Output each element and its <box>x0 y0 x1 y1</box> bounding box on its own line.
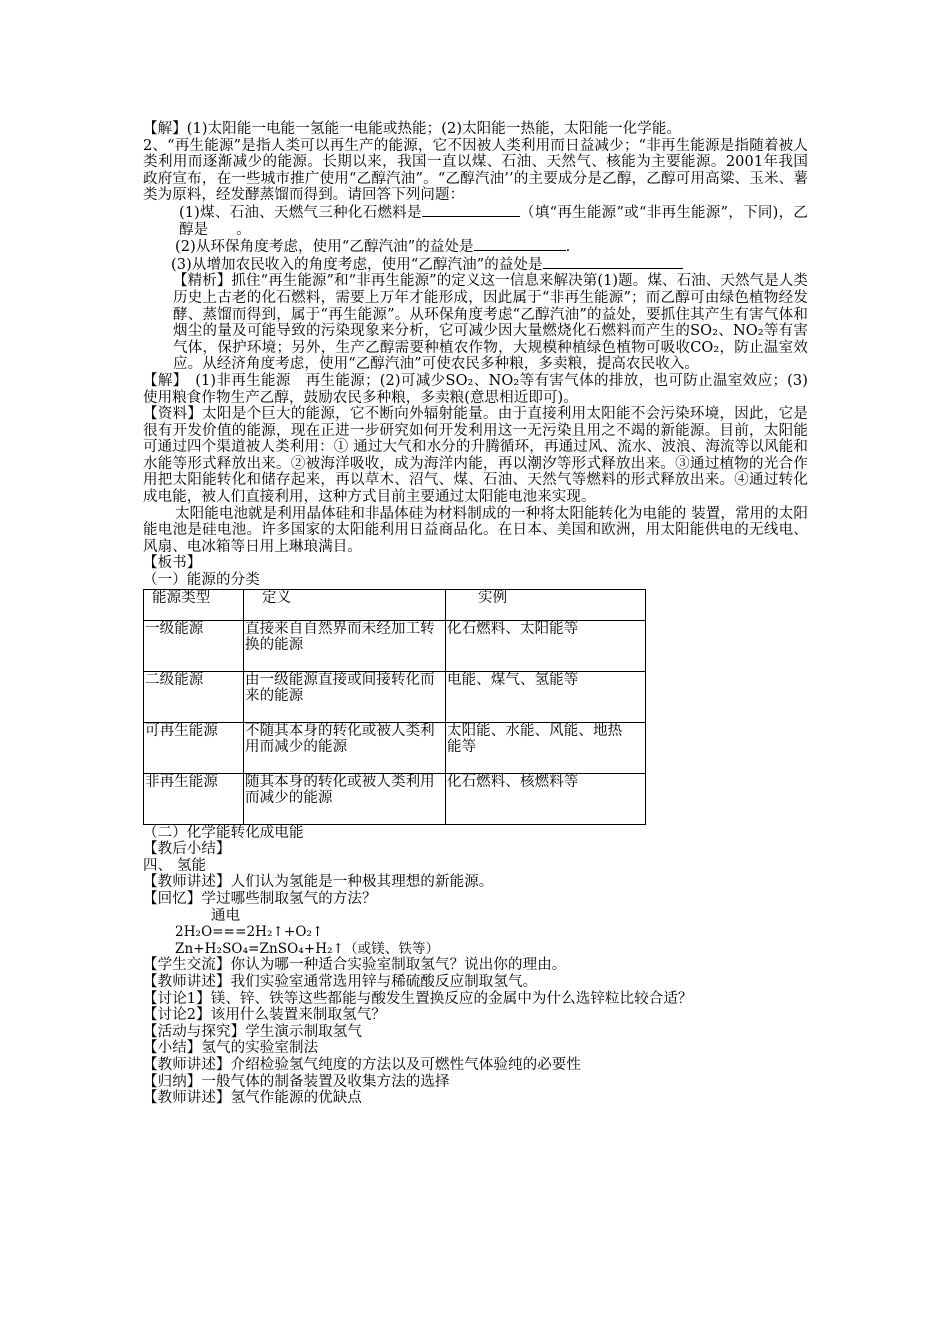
answer-blank <box>422 204 520 217</box>
table-cell: 太阳能、水能、风能、地热 能等 <box>445 722 645 773</box>
table-cell: 二级能源 <box>144 671 244 722</box>
section-1-heading: （一）能源的分类 <box>143 572 260 589</box>
table-cell: 可再生能源 <box>144 722 244 773</box>
question-2-part-3: (3)从增加农民收入的角度考虑，使用“乙醇汽油”的益处是 <box>143 256 808 274</box>
answer-blank <box>208 222 236 234</box>
table-header-cell: 能源类型 <box>144 589 244 620</box>
closing-line: 【教师讲述】介绍检验氢气纯度的方法以及可燃性气体验纯的必要性 <box>143 1056 581 1073</box>
answer-1: 【解】(1)太阳能一电能一氢能一电能或热能；(2)太阳能一热能，太阳能一化学能。 <box>143 121 682 137</box>
energy-classification-table <box>143 589 646 825</box>
post-lesson-summary: 【教后小结】 <box>143 841 231 858</box>
equation-1: 2H₂O===2H₂↑+O₂↑ <box>175 924 324 941</box>
question-2-part-2: (2)从环保角度考虑，使用“乙醇汽油”的益处是 . <box>175 239 571 256</box>
table-row <box>144 620 646 671</box>
section-4-heading: 四、 氢能 <box>143 857 207 874</box>
closing-line: 【讨论2】该用什么装置来制取氢气？ <box>143 1007 386 1024</box>
table-header-row <box>144 589 646 620</box>
document-page <box>143 121 808 1107</box>
closing-line: 【教师讲述】氢气作能源的优缺点 <box>143 1090 362 1107</box>
solar-cell-paragraph: 太阳能电池就是利用晶体硅和非晶体硅为材料制成的一种将太阳能转化为电能的 装置，常用的太阳能电池是硅电池。许多国家的太阳能利用日益商品化。在日本、美国和欧洲，用太阳能供电的无线电、风扇、电冰箱等日用上琳琅满目。 <box>143 505 808 555</box>
closing-line: 【教师讲述】我们实验室通常选用锌与稀硫酸反应制取氢气。 <box>143 973 538 990</box>
section-2-heading: （二）化学能转化成电能 <box>143 824 304 841</box>
question-2-intro: 2、“再生能源”是指人类可以再生产的能源，它不因被人类利用而日益减少；“非再生能源是指随着被人类利用而逐渐减少的能源。长期以来，我国一直以煤、石油、天然气、核能为主要能源。2001年我国政府宣布，在一些城市推广使用“乙醇汽油”。“乙醇汽油’’的主要成分是乙醇，乙醇可用高粱、玉米、薯类为原料，经发酵蒸馏而得到。请回答下列问题： <box>143 137 808 204</box>
recall-line: 【回忆】学过哪些制取氢气的方法？ <box>143 891 377 907</box>
table-header-cell: 实例 <box>445 589 645 620</box>
table-row <box>144 773 646 824</box>
table-cell: 非再生能源 <box>144 773 244 824</box>
closing-line: 【小结】氢气的实验室制法 <box>143 1040 319 1057</box>
table-header-cell: 定义 <box>243 589 445 620</box>
answer-2: 【解】 (1)非再生能源 再生能源；(2)可减少SO₂、NO₂等有害气体的排放，也可防止温室效应；(3)使用粮食作物生产乙醇，鼓励农民多种粮，多卖粮(意思相近即可)。 <box>143 372 808 406</box>
teacher-talk-1: 【教师讲述】人们认为氢能是一种极其理想的新能源。 <box>143 874 494 891</box>
material-paragraph: 【资料】太阳是个巨大的能源，它不断向外辐射能量。由于直接利用太阳能不会污染环境，因此，它是很有开发价值的能源，现在正进一步研究如何开发利用这一无污染且用之不竭的新能源。目前，太阳能可通过四个渠道被人类利用：① 通过大气和水分的升腾循环，再通过风、流水、波浪、海流等以风能和水能等形式释放出来。②被海洋吸收，成为海洋内能，再以潮汐等形式释放出来。③通过植物的光合作用把太阳能转化和储存起来，再以草木、沼气、煤、石油、天然气等燃料的形式释放出来。④通过转化成电能，被人们直接利用，这种方式目前主要通过太阳能电池来实现。 <box>143 406 808 506</box>
analysis-paragraph: 【精析】抓住“再生能源”和“非再生能源”的定义这一信息来解决第(1)题。煤、石油、天然气是人类历史上古老的化石燃料，需要上万年才能形成，因此属于“非再生能源”；而乙醇可由绿色植物经发酵、蒸馏而得到，属于“再生能源”。从环保角度考虑“乙醇汽油”的益处，要抓住其产生有害气体和烟尘的量及可能导致的污染现象来分析，它可减少因大量燃烧化石燃料而产生的SO₂、NO₂等有害气体，保护环境；另外，生产乙醇需要种植农作物，大规模种植绿色植物可吸收CO₂，防止温室效应。从经济角度考虑，使用“乙醇汽油”可使农民多种粮，多卖粮，提高农民收入。 <box>173 273 808 373</box>
table-cell: 由一级能源直接或间接转化而来的能源 <box>243 671 445 722</box>
equation-condition: 通电 <box>211 907 241 924</box>
table-row <box>144 671 646 722</box>
closing-line: 【归纳】一般气体的制备装置及收集方法的选择 <box>143 1073 450 1090</box>
closing-line: 【活动与探究】学生演示制取氢气 <box>143 1023 362 1040</box>
table-cell: 直接来自自然界而未经加工转换的能源 <box>243 620 445 671</box>
table-cell: 不随其本身的转化或被人类利用而减少的能源 <box>243 722 445 773</box>
closing-line: 【讨论1】镁、锌、铁等这些都能与酸发生置换反应的金属中为什么选锌粒比较合适？ <box>143 990 693 1007</box>
question-2-part-1: (1)煤、石油、天燃气三种化石燃料是 （填“再生能源”或“非再生能源”，下同)，乙醇是 。 <box>179 204 809 238</box>
answer-blank <box>474 238 566 251</box>
table-row <box>144 722 646 773</box>
table-cell: 化石燃料、核燃料等 <box>445 773 645 824</box>
table-cell: 随其本身的转化或被人类利用而减少的能源 <box>243 773 445 824</box>
answer-blank <box>543 256 683 269</box>
equation-2: Zn+H₂SO₄=ZnSO₄+H₂↑（或镁、铁等） <box>175 940 440 957</box>
table-cell: 化石燃料、太阳能等 <box>445 620 645 671</box>
table-cell: 一级能源 <box>144 620 244 671</box>
board-heading: 【板书】 <box>143 555 202 572</box>
closing-line: 【学生交流】你认为哪一种适合实验室制取氢气？说出你的理由。 <box>143 957 567 974</box>
table-cell: 电能、煤气、氢能等 <box>445 671 645 722</box>
